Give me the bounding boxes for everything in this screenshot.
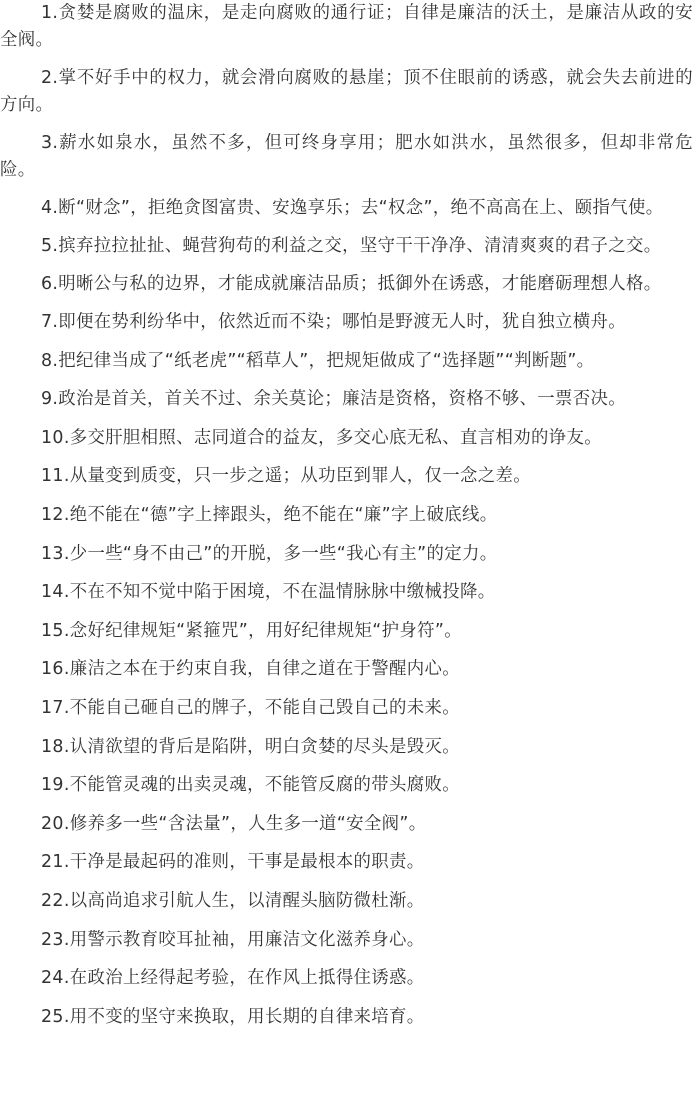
paragraph-8: 8.把纪律当成了“纸老虎”“稻草人”，把规矩做成了“选择题”“判断题”。 — [41, 350, 595, 371]
paragraph-13: 13.少一些“身不由己”的开脱，多一些“我心有主”的定力。 — [41, 543, 498, 564]
paragraph-14: 14.不在不知不觉中陷于困境，不在温情脉脉中缴械投降。 — [41, 582, 496, 603]
paragraph-21: 21.干净是最起码的准则，干事是最根本的职责。 — [41, 852, 425, 873]
paragraph-19: 19.不能管灵魂的出卖灵魂，不能管反腐的带头腐败。 — [41, 775, 461, 796]
paragraph-16: 16.廉洁之本在于约束自我，自律之道在于警醒内心。 — [41, 659, 461, 680]
paragraph-9: 9.政治是首关，首关不过、余关莫论；廉洁是资格，资格不够、一票否决。 — [41, 389, 626, 410]
paragraph-6: 6.明晰公与私的边界，才能成就廉洁品质；抵御外在诱惑，才能磨砺理想人格。 — [41, 274, 662, 294]
paragraph-22: 22.以高尚追求引航人生，以清醒头脑防微杜渐。 — [41, 890, 425, 911]
paragraph-1: 1.贪婪是腐败的温床，是走向腐败的通行证；自律是廉洁的沃土，是廉洁从政的安全阀。 — [0, 3, 693, 50]
paragraph-10: 10.多交肝胆相照、志同道合的益友，多交心底无私、直言相劝的诤友。 — [41, 427, 602, 448]
paragraph-11: 11.从量变到质变，只一步之遥；从功臣到罪人，仅一念之差。 — [41, 466, 531, 487]
paragraph-2: 2.掌不好手中的权力，就会滑向腐败的悬崖；顶不住眼前的诱惑，就会失去前进的方向。 — [0, 68, 693, 115]
paragraph-4: 4.断“财念”，拒绝贪图富贵、安逸享乐；去“权念”，绝不高高在上、颐指气使。 — [41, 198, 664, 218]
paragraph-20: 20.修养多一些“含法量”，人生多一道“安全阀”。 — [41, 813, 427, 834]
paragraph-25: 25.用不变的坚守来换取，用长期的自律来培育。 — [41, 1006, 425, 1027]
paragraph-17: 17.不能自己砸自己的牌子，不能自己毁自己的未来。 — [41, 697, 461, 718]
paragraph-18: 18.认清欲望的背后是陷阱，明白贪婪的尽头是毁灭。 — [41, 736, 461, 757]
paragraph-24: 24.在政治上经得起考验，在作风上抵得住诱惑。 — [41, 968, 425, 989]
paragraph-5: 5.摈弃拉拉扯扯、蝇营狗苟的利益之交，坚守干干净净、清清爽爽的君子之交。 — [41, 236, 662, 256]
paragraph-15: 15.念好纪律规矩“紧箍咒”，用好纪律规矩“护身符”。 — [41, 620, 462, 641]
paragraph-7: 7.即便在势利纷华中，依然近而不染；哪怕是野渡无人时，犹自独立横舟。 — [41, 312, 626, 332]
paragraph-23: 23.用警示教育咬耳扯袖，用廉洁文化滋养身心。 — [41, 929, 425, 950]
paragraph-3: 3.薪水如泉水，虽然不多，但可终身享用；肥水如洪水，虽然很多，但却非常危险。 — [0, 133, 693, 180]
paragraph-12: 12.绝不能在“德”字上摔跟头，绝不能在“廉”字上破底线。 — [41, 504, 498, 525]
